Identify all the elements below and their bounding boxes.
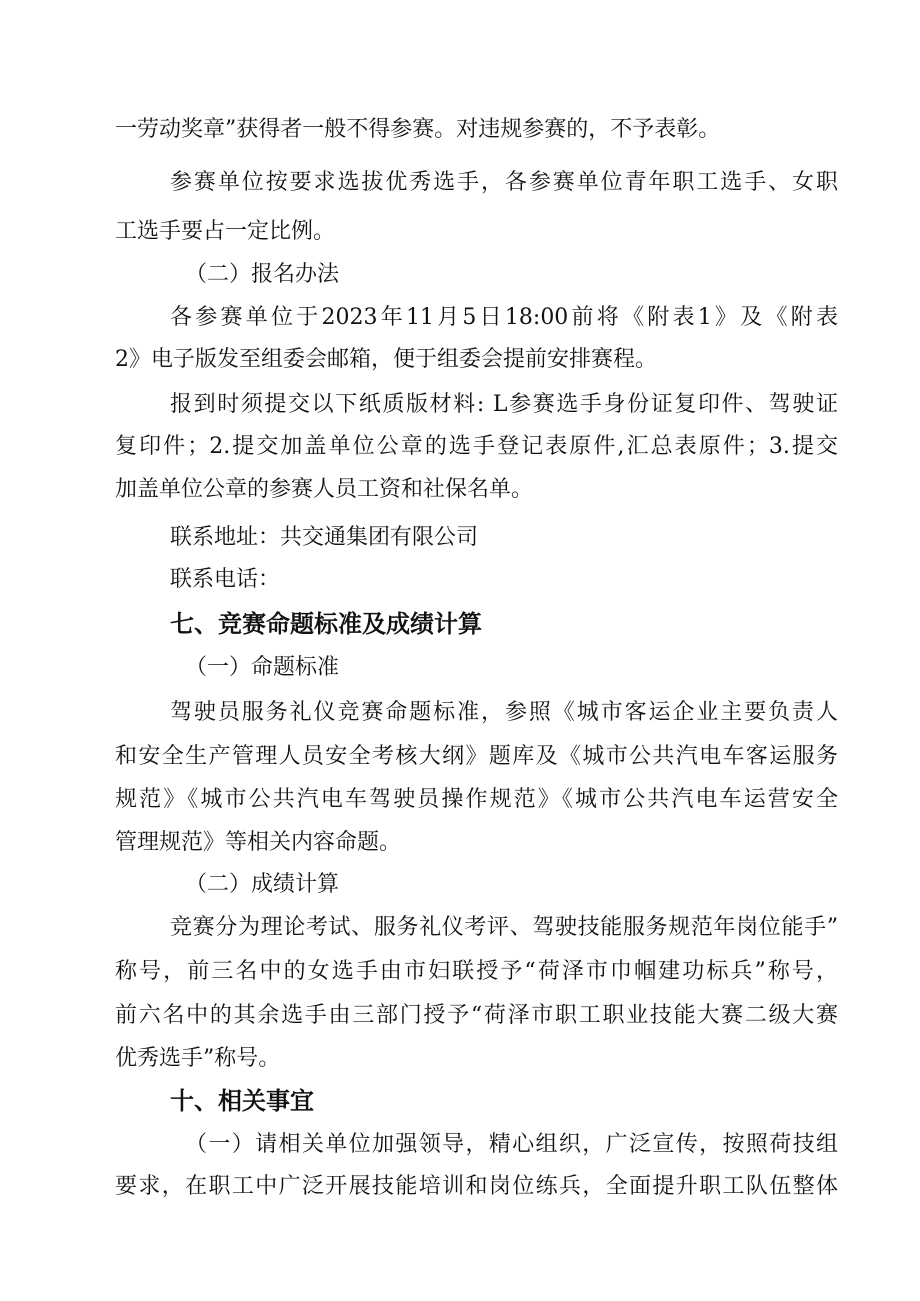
section-heading: 十、相关事宜 bbox=[170, 1087, 314, 1115]
subheading: （二）报名办法 bbox=[185, 262, 340, 287]
section-heading: 七、竞赛命题标准及成绩计算 bbox=[170, 610, 482, 638]
contact-phone: 联系电话： bbox=[170, 567, 281, 592]
paragraph-line: 报到时须提交以下纸质版材料: L参赛选手身份证复印件、驾驶证 bbox=[170, 392, 838, 417]
paragraph-line: 参赛单位按要求选拔优秀选手，各参赛单位青年职工选手、女职 bbox=[170, 170, 838, 195]
paragraph-line: 各参赛单位于2023年11月5日18:00前将《附表1》及《附表 bbox=[170, 305, 838, 330]
paragraph-line: 工选手要占一定比例。 bbox=[115, 219, 336, 244]
paragraph-line: 和安全生产管理人员安全考核大纲》题库及《城市公共汽电车客运服务 bbox=[115, 744, 838, 769]
paragraph-line: 加盖单位公章的参赛人员工资和社保名单。 bbox=[115, 477, 534, 502]
contact-address: 联系地址：共交通集团有限公司 bbox=[170, 525, 479, 550]
subheading: （一）命题标准 bbox=[185, 655, 340, 680]
paragraph-line: 竞赛分为理论考试、服务礼仪考评、驾驶技能服务规范年岗位能手” bbox=[170, 915, 838, 940]
paragraph-line: 2》电子版发至组委会邮箱，便于组委会提前安排赛程。 bbox=[115, 347, 657, 372]
paragraph-line: 驾驶员服务礼仪竞赛命题标准，参照《城市客运企业主要负责人 bbox=[170, 700, 838, 725]
paragraph-line: 一劳动奖章”获得者一般不得参赛。对违规参赛的，不予表彰。 bbox=[115, 117, 721, 142]
paragraph-line: 前六名中的其余选手由三部门授予“荷泽市职工职业技能大赛二级大赛 bbox=[115, 1003, 838, 1028]
paragraph-line: 管理规范》等相关内容命题。 bbox=[115, 830, 402, 855]
paragraph-line: 优秀选手”称号。 bbox=[115, 1046, 281, 1071]
paragraph-line: 复印件；2.提交加盖单位公章的选手登记表原件,汇总表原件；3.提交 bbox=[115, 434, 838, 459]
paragraph-line: 称号，前三名中的女选手由市妇联授予“荷泽市巾帼建功标兵”称号， bbox=[115, 959, 838, 984]
paragraph-line: 规范》《城市公共汽电车驾驶员操作规范》《城市公共汽电车运营安全 bbox=[115, 787, 838, 812]
paragraph-line: 要求，在职工中广泛开展技能培训和岗位练兵，全面提升职工队伍整体 bbox=[115, 1174, 838, 1199]
paragraph-line: （一）请相关单位加强领导，精心组织，广泛宣传，按照荷技组 bbox=[185, 1132, 838, 1157]
subheading: （二）成绩计算 bbox=[185, 872, 340, 897]
